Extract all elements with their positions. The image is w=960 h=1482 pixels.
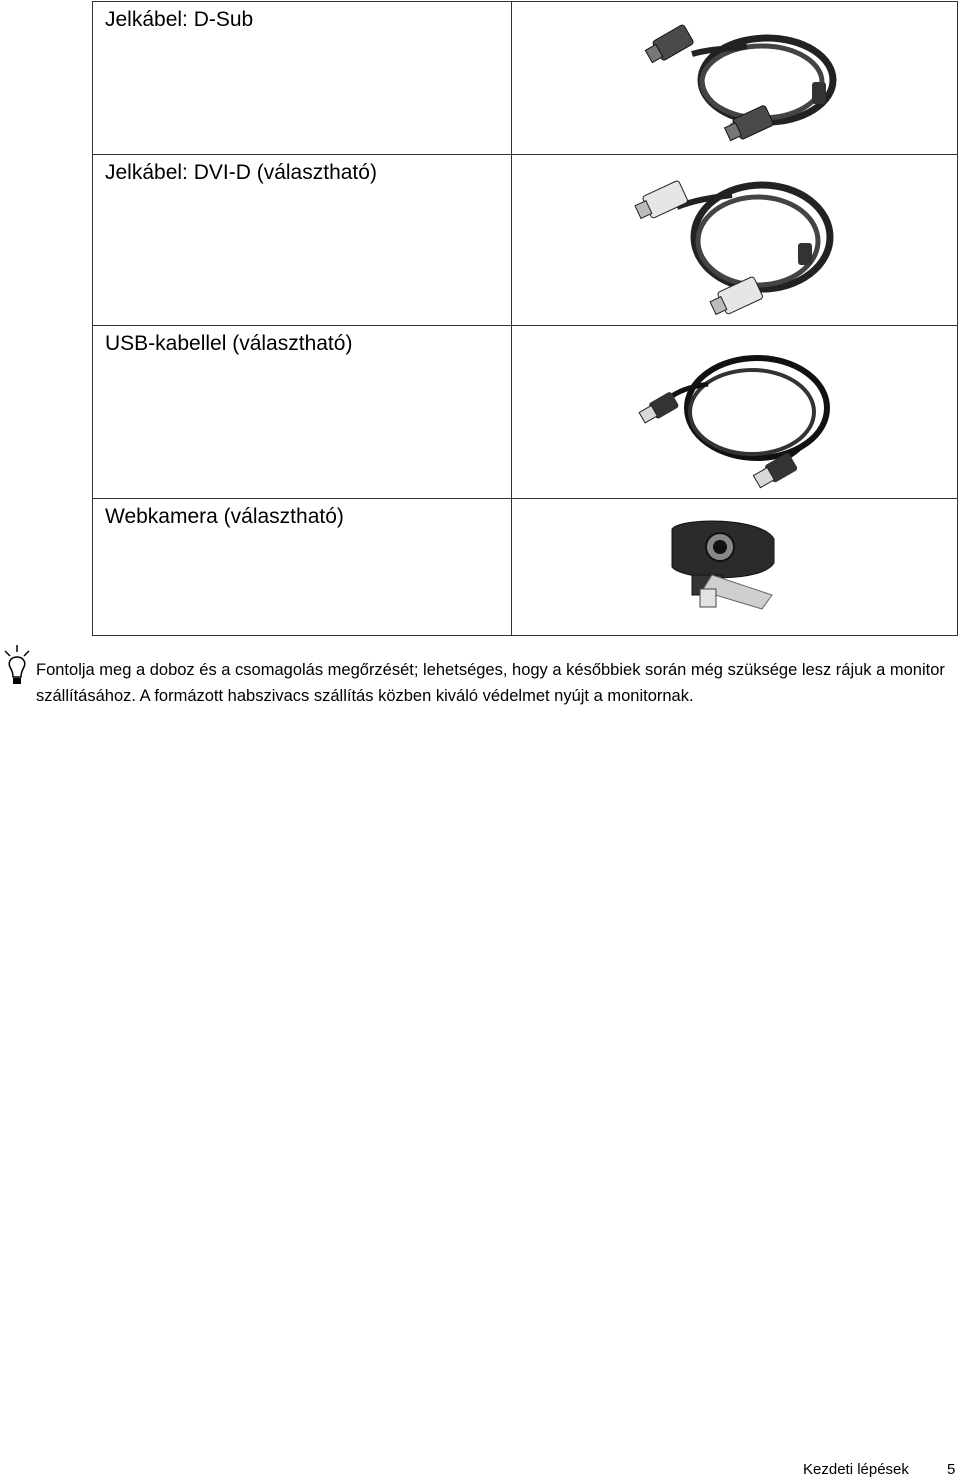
item-label-cell: [93, 499, 512, 636]
item-image-cell: [512, 326, 958, 499]
d-sub-cable-icon: [512, 2, 958, 154]
item-label-cell: [93, 2, 512, 155]
dvi-d-cable-icon: [512, 155, 958, 325]
item-label: USB-kabellel (választható): [105, 332, 353, 355]
item-label: Jelkábel: D-Sub: [105, 8, 254, 31]
tip-text: Fontolja meg a doboz és a csomagolás megőrzését; lehetséges, hogy a későbbiek során még szüksége lesz rájuk a monitor szállításához. A formázott habszivacs szállítás közben kiváló védelmet nyújt a monitornak.: [36, 661, 945, 705]
table-row: [93, 2, 958, 155]
page-footer: [803, 1460, 956, 1480]
item-label-cell: [93, 155, 512, 326]
table-row: [93, 155, 958, 326]
items-table: [92, 1, 958, 636]
webcam-icon: [512, 499, 958, 635]
item-label-cell: [93, 326, 512, 499]
item-image-cell: [512, 155, 958, 326]
item-image-cell: [512, 2, 958, 155]
page-number: 5: [947, 1461, 956, 1478]
usb-cable-icon: [512, 326, 958, 498]
item-label: Jelkábel: DVI-D (választható): [105, 161, 377, 184]
item-label: Webkamera (választható): [105, 505, 344, 528]
table-row: [93, 499, 958, 636]
lightbulb-icon: [2, 645, 32, 687]
footer-section: Kezdeti lépések: [803, 1461, 909, 1478]
item-image-cell: [512, 499, 958, 636]
table-row: [93, 326, 958, 499]
